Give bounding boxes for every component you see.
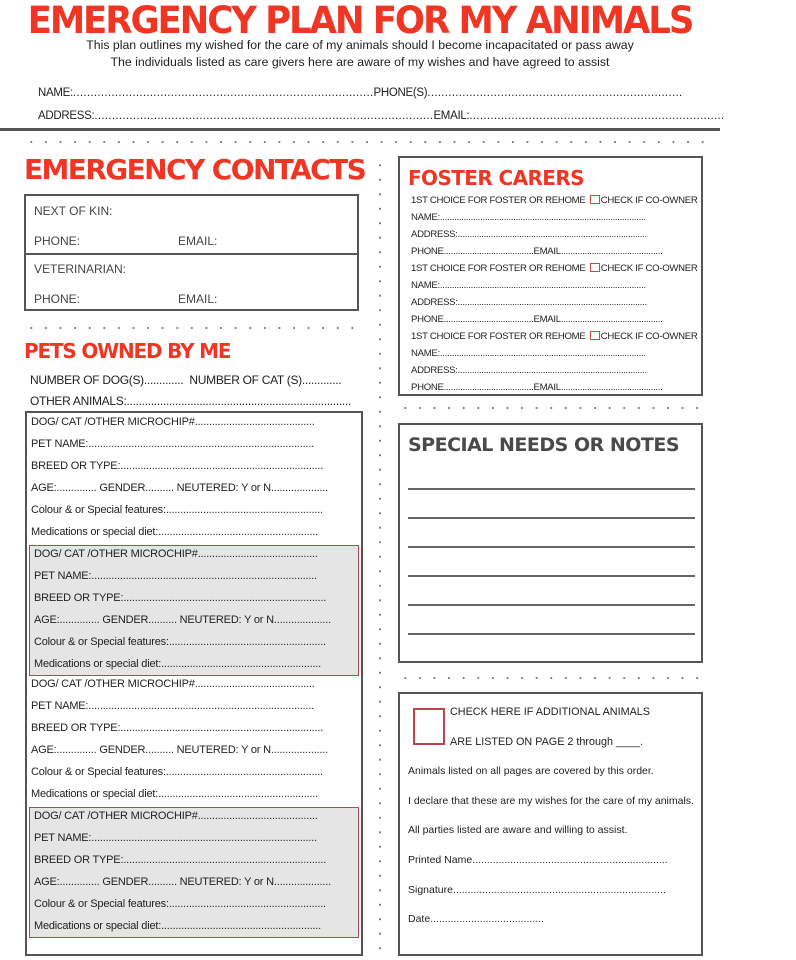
- colour-label: Colour & or Special features:: [31, 766, 166, 778]
- co-owner-checkbox[interactable]: [590, 331, 600, 340]
- age-label: AGE:: [34, 876, 60, 888]
- notes-line[interactable]: [408, 633, 695, 635]
- meds-label: Medications or special diet:: [34, 920, 162, 932]
- vet-phone-label[interactable]: PHONE:: [34, 292, 81, 306]
- dotted-divider-left: [24, 326, 364, 330]
- gender-field[interactable]: ..........: [148, 614, 177, 626]
- pet-name-label: PET NAME:: [34, 832, 92, 844]
- owner-address-row: [38, 110, 725, 122]
- foster-address-label: ADDRESS:: [411, 365, 458, 376]
- foster-name-label: NAME:: [411, 212, 440, 223]
- foster-name-field[interactable]: .......................................................................................: [439, 280, 646, 291]
- subtitle-line-2: The individuals listed as care givers here are aware of my wishes and have agreed to assist: [110, 55, 610, 69]
- pet-card: [27, 676, 361, 807]
- dotted-divider-top: [24, 140, 706, 144]
- foster-email-field[interactable]: ...........................................: [560, 382, 663, 393]
- owner-name-label: NAME:: [38, 87, 73, 99]
- pet-name-label: PET NAME:: [31, 700, 89, 712]
- age-field[interactable]: ..............: [59, 614, 100, 626]
- colour-field[interactable]: .......................................................: [165, 766, 323, 778]
- notes-line[interactable]: [408, 546, 695, 548]
- foster-email-field[interactable]: ...........................................: [560, 314, 663, 325]
- gender-field[interactable]: ..........: [145, 482, 174, 494]
- foster-address-field[interactable]: ................................................................................: [457, 365, 647, 376]
- pets-table: [25, 411, 363, 956]
- statement-3: All parties listed are aware and willing to assist.: [408, 824, 628, 836]
- next-of-kin-phone-label[interactable]: PHONE:: [34, 234, 81, 248]
- pet-type-label: DOG/ CAT /OTHER MICROCHIP#: [34, 548, 198, 560]
- emergency-contacts-title: EMERGENCY CONTACTS: [24, 153, 366, 186]
- pet-name-field[interactable]: ...............................................................................: [88, 438, 314, 450]
- num-dogs-field[interactable]: .............: [143, 373, 184, 387]
- breed-field[interactable]: .......................................................................: [123, 854, 327, 866]
- foster-choice-row: [411, 263, 698, 274]
- co-owner-checkbox[interactable]: [590, 263, 600, 272]
- owner-email-field[interactable]: .........................................................................: [469, 110, 725, 122]
- pet-card: [29, 545, 359, 676]
- neutered-field[interactable]: ....................: [270, 744, 328, 756]
- breed-field[interactable]: .......................................................................: [120, 722, 324, 734]
- microchip-field[interactable]: ..........................................: [197, 548, 318, 560]
- check-line-2: ARE LISTED ON PAGE 2 through ____.: [450, 736, 644, 748]
- breed-label: BREED OR TYPE:: [34, 592, 124, 604]
- breed-label: BREED OR TYPE:: [31, 460, 121, 472]
- date-field[interactable]: .......................................: [430, 913, 544, 925]
- foster-choice-row: [411, 195, 698, 206]
- owner-phones-label: PHONE(S): [373, 87, 428, 99]
- foster-name-label: NAME:: [411, 280, 440, 291]
- foster-address-label: ADDRESS:: [411, 229, 458, 240]
- age-field[interactable]: ..............: [56, 482, 97, 494]
- pet-name-field[interactable]: ...............................................................................: [88, 700, 314, 712]
- gender-label: GENDER: [99, 744, 146, 756]
- pet-card: [27, 414, 361, 545]
- meds-field[interactable]: ........................................................: [158, 788, 319, 800]
- foster-name-label: NAME:: [411, 348, 440, 359]
- owner-address-field[interactable]: .................................................................................................: [94, 110, 434, 122]
- foster-phone-field[interactable]: ......................................: [443, 314, 534, 325]
- colour-label: Colour & or Special features:: [31, 504, 166, 516]
- subtitle-line-1: This plan outlines my wished for the care of my animals should I become incapacitated or pass away: [86, 38, 634, 52]
- foster-choice-row: [411, 331, 698, 342]
- foster-address-label: ADDRESS:: [411, 297, 458, 308]
- dotted-divider-right-2: [398, 676, 706, 680]
- gender-field[interactable]: ..........: [148, 876, 177, 888]
- emergency-contacts-box: [24, 194, 359, 311]
- notes-line[interactable]: [408, 575, 695, 577]
- colour-field[interactable]: .......................................................: [168, 898, 326, 910]
- neutered-field[interactable]: ....................: [273, 614, 331, 626]
- owner-address-label: ADDRESS:: [38, 110, 95, 122]
- gender-label: GENDER: [102, 614, 149, 626]
- microchip-field[interactable]: ..........................................: [197, 810, 318, 822]
- header-divider: [0, 128, 720, 131]
- owner-name-field[interactable]: ......................................................................................: [72, 87, 374, 99]
- pet-counts-row: [30, 373, 341, 387]
- breed-field[interactable]: .......................................................................: [120, 460, 324, 472]
- co-owner-checkbox[interactable]: [590, 195, 600, 204]
- gender-field[interactable]: ..........: [145, 744, 174, 756]
- num-dogs-label: NUMBER OF DOG(S): [30, 373, 144, 387]
- meds-label: Medications or special diet:: [31, 788, 159, 800]
- foster-choice-label: 1ST CHOICE FOR FOSTER OR REHOME: [411, 331, 586, 342]
- next-of-kin-label[interactable]: NEXT OF KIN:: [34, 204, 113, 218]
- foster-email-field[interactable]: ...........................................: [560, 246, 663, 257]
- dotted-divider-right: [398, 406, 706, 410]
- breed-label: BREED OR TYPE:: [34, 854, 124, 866]
- meds-label: Medications or special diet:: [34, 658, 162, 670]
- vet-email-label[interactable]: EMAIL:: [178, 292, 218, 306]
- colour-label: Colour & or Special features:: [34, 898, 169, 910]
- breed-label: BREED OR TYPE:: [31, 722, 121, 734]
- age-field[interactable]: ..............: [59, 876, 100, 888]
- neutered-label: NEUTERED: Y or N: [179, 876, 274, 888]
- owner-name-row: [38, 87, 698, 99]
- foster-email-label: EMAIL: [533, 382, 561, 393]
- pets-title: PETS OWNED BY ME: [24, 339, 231, 363]
- neutered-field[interactable]: ....................: [273, 876, 331, 888]
- notes-line[interactable]: [408, 604, 695, 606]
- printed-name-field[interactable]: ...................................................................: [472, 854, 668, 866]
- age-label: AGE:: [31, 744, 57, 756]
- signature-field[interactable]: .........................................................................: [452, 884, 666, 896]
- foster-choice-label: 1ST CHOICE FOR FOSTER OR REHOME: [411, 263, 586, 274]
- pet-name-field[interactable]: ...............................................................................: [91, 570, 317, 582]
- foster-choice-label: 1ST CHOICE FOR FOSTER OR REHOME: [411, 195, 586, 206]
- notes-line[interactable]: [408, 488, 695, 490]
- microchip-field[interactable]: ..........................................: [194, 416, 315, 428]
- statement-1: Animals listed on all pages are covered by this order.: [408, 765, 654, 777]
- dotted-divider-vertical: [378, 158, 382, 958]
- other-animals-row: [30, 394, 352, 408]
- veterinarian-label[interactable]: VETERINARIAN:: [34, 262, 127, 276]
- co-owner-label: CHECK IF CO-OWNER: [600, 263, 698, 274]
- pet-type-label: DOG/ CAT /OTHER MICROCHIP#: [34, 810, 198, 822]
- gender-label: GENDER: [99, 482, 146, 494]
- meds-field[interactable]: ........................................................: [161, 658, 322, 670]
- co-owner-label: CHECK IF CO-OWNER: [600, 331, 698, 342]
- owner-email-label: EMAIL:: [433, 110, 470, 122]
- meds-field[interactable]: ........................................................: [161, 920, 322, 932]
- foster-name-field[interactable]: .......................................................................................: [439, 348, 646, 359]
- date-label: Date: [408, 913, 431, 925]
- neutered-label: NEUTERED: Y or N: [179, 614, 274, 626]
- foster-phone-label: PHONE: [411, 382, 444, 393]
- age-label: AGE:: [34, 614, 60, 626]
- foster-address-field[interactable]: ................................................................................: [457, 297, 647, 308]
- foster-carers-title: FOSTER CARERS: [408, 166, 584, 190]
- microchip-field[interactable]: ..........................................: [194, 678, 315, 690]
- colour-field[interactable]: .......................................................: [168, 636, 326, 648]
- other-animals-field[interactable]: ..........................................................................: [126, 394, 352, 408]
- colour-field[interactable]: .......................................................: [165, 504, 323, 516]
- neutered-label: NEUTERED: Y or N: [176, 744, 271, 756]
- other-animals-label: OTHER ANIMALS:: [30, 394, 127, 408]
- foster-carers-box: [398, 156, 703, 396]
- breed-field[interactable]: .......................................................................: [123, 592, 327, 604]
- foster-email-label: EMAIL: [533, 246, 561, 257]
- signature-label: Signature: [408, 884, 453, 896]
- neutered-label: NEUTERED: Y or N: [176, 482, 271, 494]
- declaration-box: [398, 692, 703, 956]
- num-cats-field[interactable]: .............: [301, 373, 342, 387]
- neutered-field[interactable]: ....................: [270, 482, 328, 494]
- foster-address-field[interactable]: ................................................................................: [457, 229, 647, 240]
- foster-name-field[interactable]: .......................................................................................: [439, 212, 646, 223]
- gender-label: GENDER: [102, 876, 149, 888]
- printed-name-label: Printed Name: [408, 854, 473, 866]
- co-owner-label: CHECK IF CO-OWNER: [600, 195, 698, 206]
- age-label: AGE:: [31, 482, 57, 494]
- pet-type-label: DOG/ CAT /OTHER MICROCHIP#: [31, 416, 195, 428]
- page-title: EMERGENCY PLAN FOR MY ANIMALS: [27, 0, 693, 42]
- statement-2: I declare that these are my wishes for the care of my animals.: [408, 795, 694, 807]
- age-field[interactable]: ..............: [56, 744, 97, 756]
- pet-name-label: PET NAME:: [34, 570, 92, 582]
- notes-line[interactable]: [408, 517, 695, 519]
- pet-card: [29, 807, 359, 938]
- meds-field[interactable]: ........................................................: [158, 526, 319, 538]
- colour-label: Colour & or Special features:: [34, 636, 169, 648]
- owner-phones-field[interactable]: .........................................................................: [427, 87, 683, 99]
- foster-phone-field[interactable]: ......................................: [443, 382, 534, 393]
- foster-email-label: EMAIL: [533, 314, 561, 325]
- pet-type-label: DOG/ CAT /OTHER MICROCHIP#: [31, 678, 195, 690]
- next-of-kin-email-label[interactable]: EMAIL:: [178, 234, 218, 248]
- foster-phone-field[interactable]: ......................................: [443, 246, 534, 257]
- special-needs-box: [398, 423, 703, 663]
- pet-name-field[interactable]: ...............................................................................: [91, 832, 317, 844]
- check-line-1: CHECK HERE IF ADDITIONAL ANIMALS: [450, 706, 650, 718]
- num-cats-label: NUMBER OF CAT (S): [189, 373, 302, 387]
- pet-name-label: PET NAME:: [31, 438, 89, 450]
- additional-animals-checkbox[interactable]: [413, 708, 445, 745]
- contacts-divider: [26, 253, 357, 255]
- special-needs-title: SPECIAL NEEDS OR NOTES: [408, 434, 680, 456]
- foster-phone-label: PHONE: [411, 246, 444, 257]
- meds-label: Medications or special diet:: [31, 526, 159, 538]
- foster-phone-label: PHONE: [411, 314, 444, 325]
